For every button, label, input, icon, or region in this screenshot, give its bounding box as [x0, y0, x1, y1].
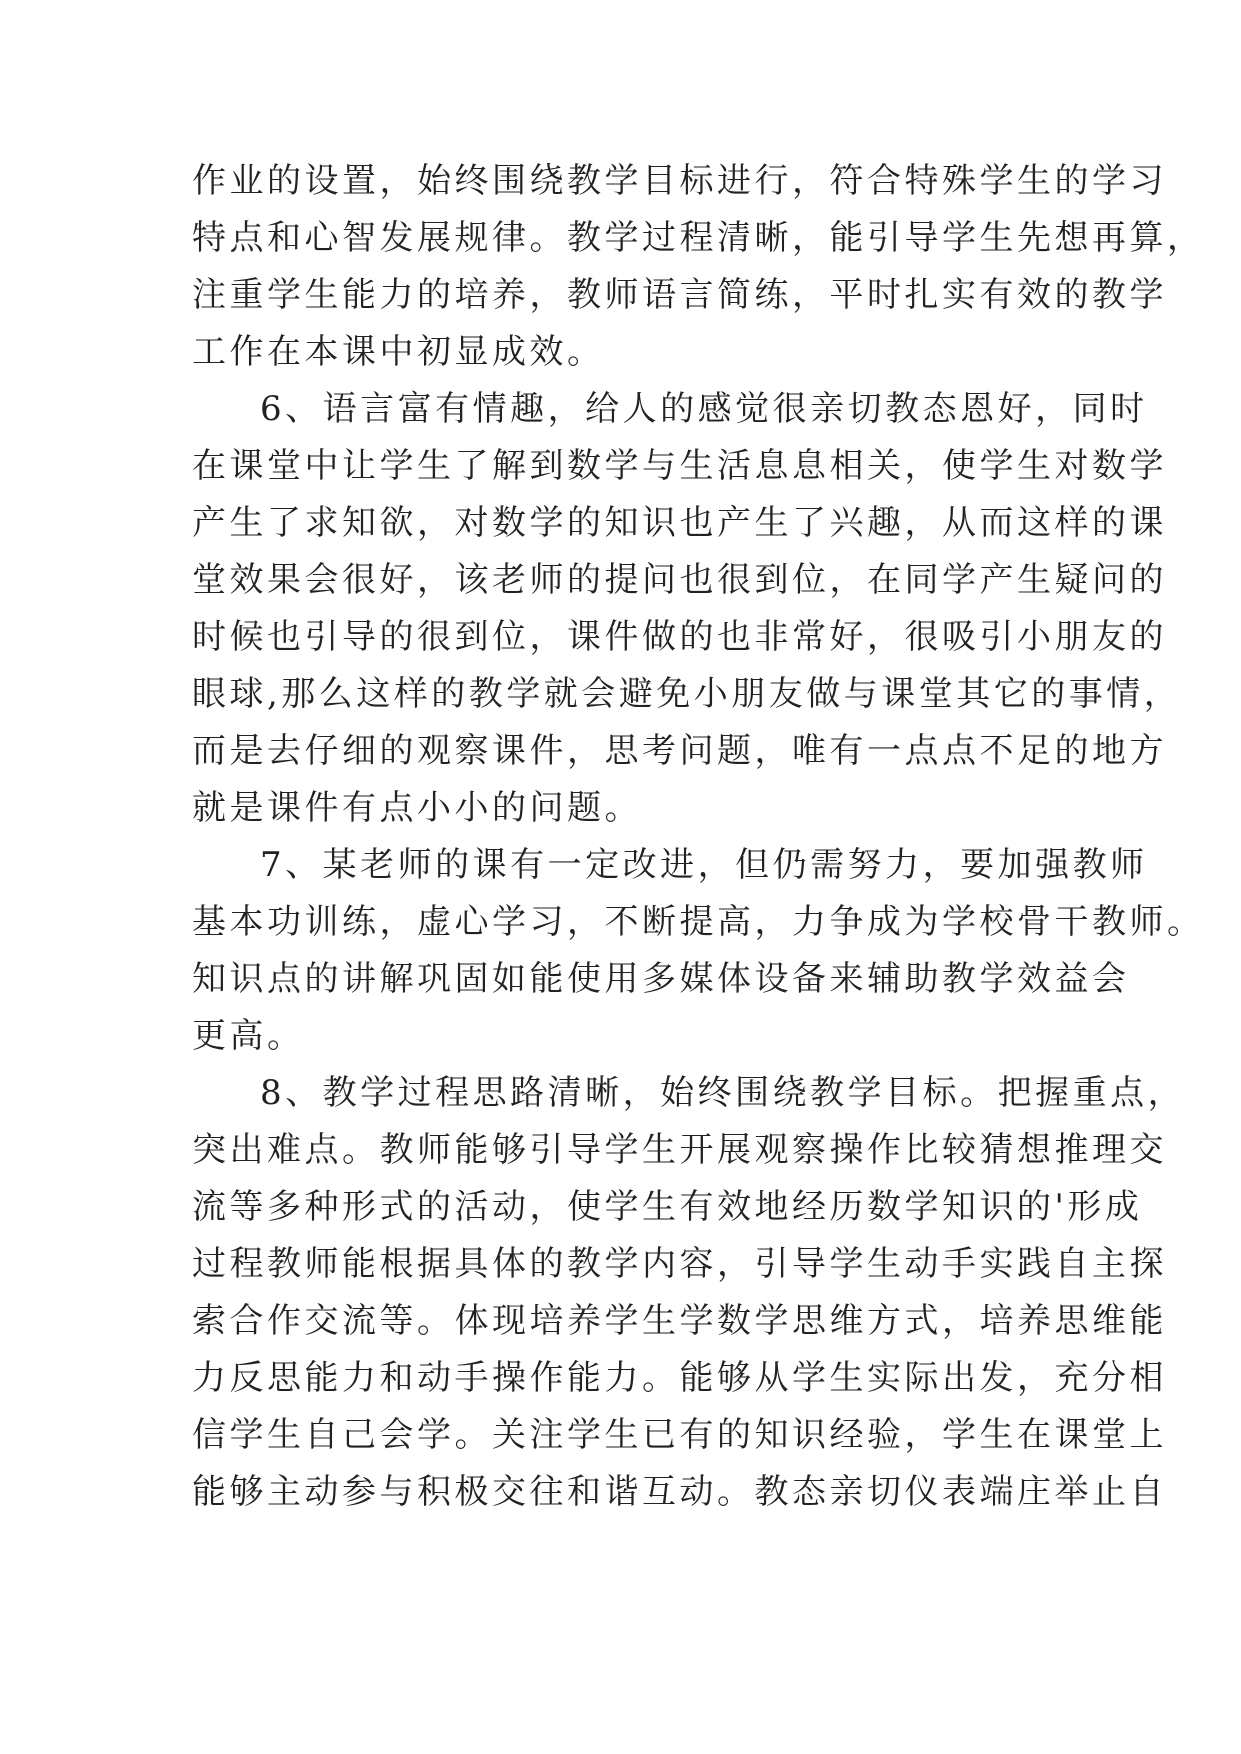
text-line: 索合作交流等。体现培养学生学数学思维方式，培养思维能 [192, 1301, 1167, 1341]
paragraph-item-7 [192, 837, 1205, 1065]
text-line: 眼球,那么这样的教学就会避免小朋友做与课堂其它的事情， [192, 674, 1182, 714]
text-line: 能够主动参与积极交往和谐互动。教态亲切仪表端庄举止自 [192, 1472, 1167, 1512]
paragraph-item-6 [192, 381, 1182, 837]
text-line: 堂效果会很好，该老师的提问也很到位，在同学产生疑问的 [192, 560, 1167, 600]
text-line: 更高。 [192, 1016, 305, 1056]
text-line: 信学生自己会学。关注学生已有的知识经验，学生在课堂上 [192, 1415, 1167, 1455]
text-line: 在课堂中让学生了解到数学与生活息息相关，使学生对数学 [192, 446, 1167, 486]
text-line: 7、某老师的课有一定改进，但仍需努力，要加强教师 [260, 845, 1148, 885]
text-line: 流等多种形式的活动，使学生有效地经历数学知识的'形成 [192, 1187, 1143, 1227]
text-line: 突出难点。教师能够引导学生开展观察操作比较猜想推理交 [192, 1130, 1167, 1170]
text-line: 基本功训练，虚心学习，不断提高，力争成为学校骨干教师。 [192, 902, 1205, 942]
document-body [192, 153, 1205, 1521]
text-line: 时候也引导的很到位，课件做的也非常好，很吸引小朋友的 [192, 617, 1167, 657]
text-line: 6、语言富有情趣，给人的感觉很亲切教态恩好，同时 [260, 389, 1148, 429]
text-line: 过程教师能根据具体的教学内容，引导学生动手实践自主探 [192, 1244, 1167, 1284]
paragraph-item-8 [192, 1065, 1186, 1521]
text-line: 而是去仔细的观察课件，思考问题，唯有一点点不足的地方 [192, 731, 1167, 771]
text-line: 特点和心智发展规律。教学过程清晰，能引导学生先想再算， [192, 218, 1205, 258]
text-line: 作业的设置，始终围绕教学目标进行，符合特殊学生的学习 [192, 161, 1167, 201]
text-line: 就是课件有点小小的问题。 [192, 788, 642, 828]
text-line: 注重学生能力的培养，教师语言简练，平时扎实有效的教学 [192, 275, 1167, 315]
text-line: 力反思能力和动手操作能力。能够从学生实际出发，充分相 [192, 1358, 1167, 1398]
paragraph-1 [192, 153, 1205, 381]
text-line: 工作在本课中初显成效。 [192, 332, 605, 372]
text-line: 产生了求知欲，对数学的知识也产生了兴趣，从而这样的课 [192, 503, 1167, 543]
text-line: 知识点的讲解巩固如能使用多媒体设备来辅助教学效益会 [192, 959, 1130, 999]
text-line: 8、教学过程思路清晰，始终围绕教学目标。把握重点， [260, 1073, 1186, 1113]
